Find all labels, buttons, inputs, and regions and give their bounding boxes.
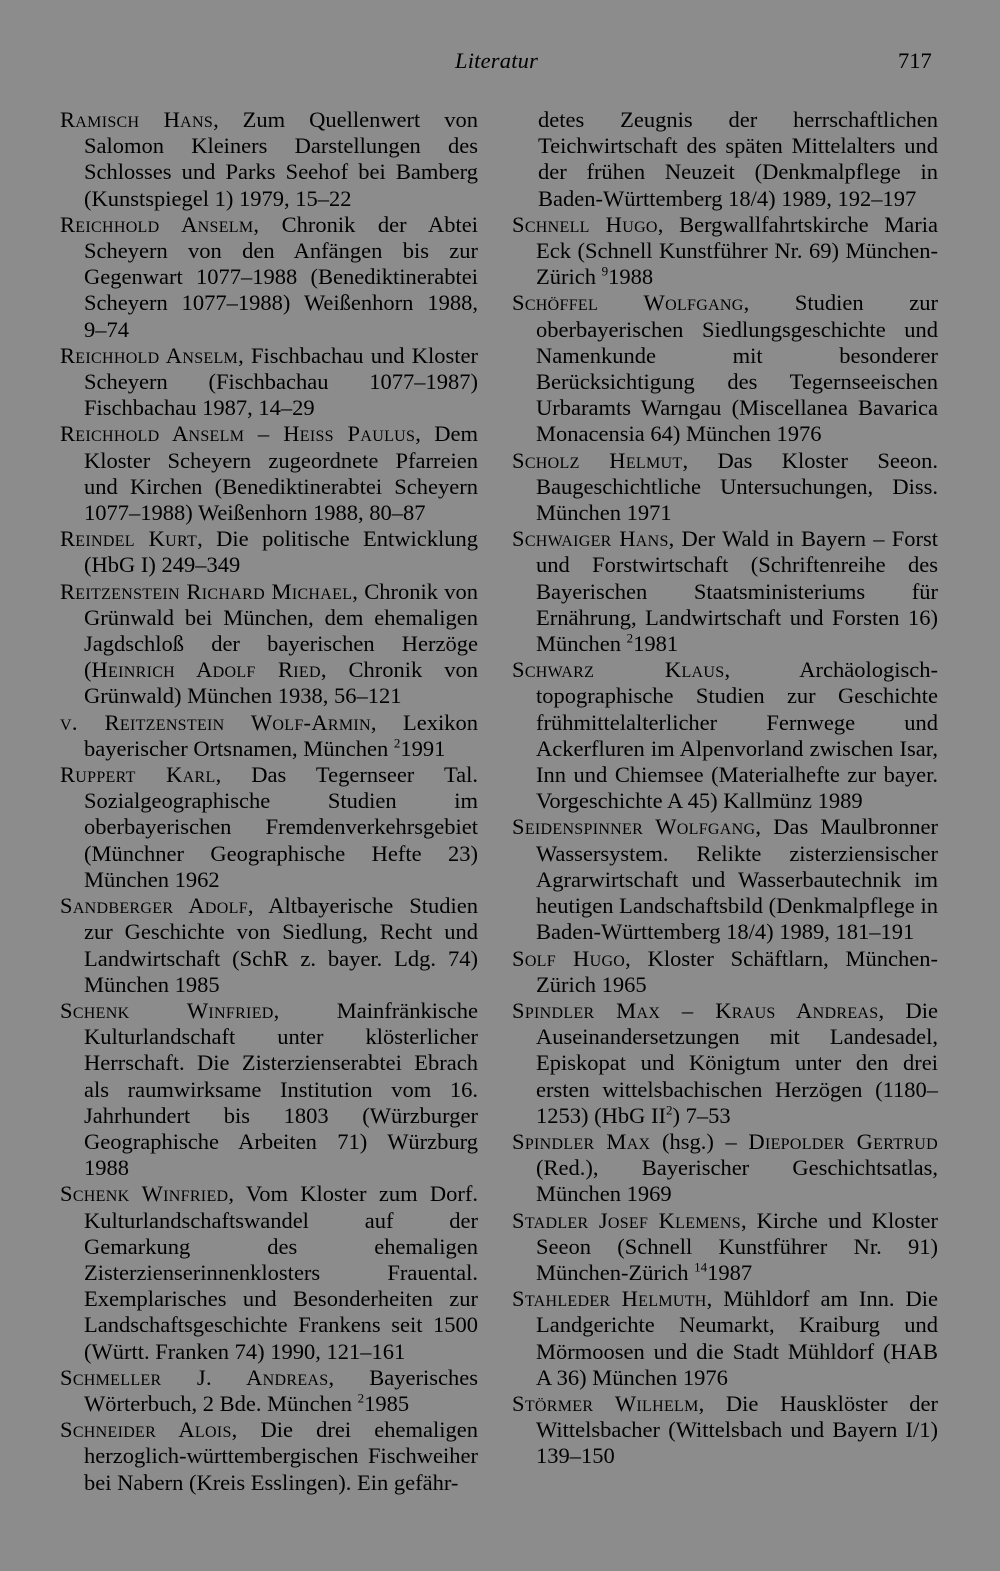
entry-author: Reichhold Anselm (60, 211, 254, 237)
entry-author: Schenk Winfried (60, 1181, 229, 1207)
entry-author: Solf Hugo (512, 945, 626, 971)
entry-text: , Das Kloster Seeon. Baugeschichtliche Untersuchungen, Diss. München 1971 (536, 447, 938, 526)
bibliography-entry (60, 893, 478, 998)
bibliography-entry (60, 998, 478, 1181)
entry-text: , Lexikon bayerischer Ortsnamen, München (84, 709, 479, 761)
entry-author: Reichhold Anselm – Heiss Paulus (60, 421, 416, 447)
entry-text: , Dem Kloster Scheyern zugeordnete Pfarreien und Kirchen (Benediktinerabtei Scheyern 1077–1988) Weißenhorn 1988, 80–87 (84, 421, 478, 526)
bibliography-entry (512, 1391, 938, 1470)
edition-superscript: 2 (665, 1102, 673, 1118)
bibliography-entry (512, 998, 938, 1129)
entry-text: (Red.), Bayerischer Geschichtsatlas, München 1969 (536, 1155, 938, 1207)
entry-author: v. Reitzenstein Wolf-Armin (60, 709, 371, 735)
entry-text: , Die drei ehemaligen herzoglich-württembergischen Fischweiher bei Nabern (Kreis Esslingen). Ein gefähr- (84, 1417, 478, 1495)
bibliography-entry (60, 107, 478, 212)
bibliography-entry (512, 526, 938, 657)
entry-author: Sandberger Adolf (60, 893, 248, 919)
entry-text: , Altbayerische Studien zur Geschichte von Siedlung, Recht und Landwirtschaft (SchR z. bayer. Ldg. 74) München 1985 (84, 893, 478, 997)
bibliography-column-left (60, 107, 478, 1496)
entry-author: Reitzenstein Richard Michael (60, 578, 353, 604)
bibliography-entry (512, 1286, 938, 1391)
running-header-title: Literatur (455, 48, 539, 73)
entry-author: Schneider Alois (60, 1417, 232, 1443)
entry-author: Schmeller J. Andreas (60, 1364, 329, 1390)
bibliography-entry (60, 212, 478, 343)
page-number: 717 (898, 48, 932, 73)
entry-author: Schnell Hugo (512, 211, 658, 237)
bibliography-entry (512, 107, 938, 212)
entry-text: , Kloster Schäftlarn, München-Zürich 1965 (536, 945, 939, 997)
entry-text: , Chronik von Grünwald) München 1938, 56–121 (84, 657, 478, 709)
entry-author: Stahleder Helmuth (512, 1286, 707, 1312)
edition-superscript: 2 (626, 630, 634, 646)
entry-text: , Die politische Entwicklung (HbG I) 249–349 (84, 526, 478, 578)
bibliography-entry (512, 1208, 938, 1287)
entry-text: , Chronik von Grünwald bei München, dem ehemaligen Jagdschloß der bayerischen Herzöge ( (84, 578, 478, 683)
bibliography-entry (512, 290, 938, 447)
entry-text: ) 7–53 (672, 1102, 731, 1128)
entry-text: , Bayerisches Wörterbuch, 2 Bde. München (84, 1364, 478, 1416)
entry-author: Ruppert Karl (60, 762, 216, 788)
entry-author: Schenk Winfried (60, 997, 274, 1023)
entry-text: 1988 (608, 264, 654, 290)
entry-text: , Mühldorf am Inn. Die Landgerichte Neumarkt, Kraiburg und Mörmoosen und die Stadt Mühldorf (HAB A 36) München 1976 (536, 1286, 938, 1390)
entry-text: (hsg.) – (650, 1128, 749, 1154)
bibliography-entry (512, 946, 938, 998)
edition-superscript: 2 (357, 1390, 365, 1406)
bibliography-entry (512, 814, 938, 945)
entry-author: Schöffel Wolfgang (512, 290, 744, 316)
entry-author: Reindel Kurt (60, 526, 198, 552)
bibliography-entry (60, 526, 478, 578)
entry-text: , Die Auseinandersetzungen mit Landesadel, Episkopat und Königtum unter den drei ersten wittelsbachischen Herzögen (1180–1253) (HbG II (536, 997, 938, 1128)
bibliography-entry (60, 579, 478, 710)
entry-text: , Die Hausklöster der Wittelsbacher (Wittelsbach und Bayern I/1) 139–150 (536, 1390, 938, 1469)
entry-author: Spindler Max – Kraus Andreas (512, 997, 879, 1023)
entry-author: Schwarz Klaus (512, 657, 725, 683)
entry-author: Ramisch Hans (60, 107, 214, 132)
bibliography-entry (60, 1365, 478, 1417)
bibliography-entry (512, 448, 938, 527)
entry-author: Störmer Wilhelm (512, 1390, 699, 1416)
entry-text: 1981 (633, 631, 679, 657)
entry-text: , Mainfränkische Kulturlandschaft unter klösterlicher Herrschaft. Die Zisterzienserabtei Ebrach als raumwirksame Institution vom 16. Jahrhundert bis 1803 (Würzburger Geographische Arbeiten 71) Würzburg 1988 (84, 997, 479, 1181)
bibliography-entry (512, 212, 938, 291)
bibliography-entry (60, 421, 478, 526)
entry-text: , Bergwallfahrtskirche Maria Eck (Schnell Kunstführer Nr. 69) München-Zürich (536, 211, 938, 290)
entry-text: , Das Maulbronner Wassersystem. Relikte zisterziensischer Agrarwirtschaft und Wasserbautechnik im heutigen Landschaftsbild (Denkmalpflege in Baden-Württemberg 18/4) 1989, 181–191 (536, 814, 938, 945)
entry-author: Scholz Helmut (512, 447, 683, 473)
entry-text: , Kirche und Kloster Seeon (Schnell Kunstführer Nr. 91) München-Zürich (536, 1207, 939, 1285)
entry-text: , Vom Kloster zum Dorf. Kulturlandschaftswandel auf der Gemarkung des ehemaligen Zisterzienserinnenklosters Frauental. Exemplarisches und Besonderheiten zur Landschaftsgeschichte Frankens seit 1500 (Württ. Franken 74) 1990, 121–161 (84, 1181, 479, 1364)
bibliography-entry (60, 710, 478, 762)
entry-author: Reichhold Anselm (60, 342, 239, 368)
bibliography-entry (60, 762, 478, 893)
bibliography-entry (60, 343, 478, 422)
edition-superscript: 2 (393, 735, 401, 751)
entry-author: Seidenspinner Wolfgang (512, 814, 756, 840)
entry-author: Spindler Max (512, 1128, 651, 1154)
edition-superscript: 9 (601, 263, 609, 279)
entry-text: detes Zeugnis der herrschaftlichen Teichwirtschaft des späten Mittelalters und der frühen Neuzeit (Denkmalpflege in Baden-Württemberg 18/4) 1989, 192–197 (538, 107, 938, 211)
entry-text: 1987 (707, 1259, 753, 1285)
bibliography-entry (512, 1129, 938, 1208)
bibliography-entry (512, 657, 938, 814)
bibliography-column-right (512, 107, 938, 1470)
entry-text: , Fischbachau und Kloster Scheyern (Fischbachau 1077–1987) Fischbachau 1987, 14–29 (84, 342, 478, 421)
entry-text: 1985 (364, 1390, 410, 1416)
edition-superscript: 14 (694, 1259, 708, 1275)
entry-author: Diepolder Gertrud (748, 1128, 938, 1154)
entry-text: , Zum Quellenwert von Salomon Kleiners Darstellungen des Schlosses und Parks Seehof bei Bamberg (Kunstspiegel 1) 1979, 15–22 (84, 107, 478, 211)
entry-text: , Der Wald in Bayern – Forst und Forstwirtschaft (Schriftenreihe des Bayerischen Staatsministeriums für Ernährung, Landwirtschaft und Forsten 16) München (536, 526, 938, 657)
entry-text: , Das Tegernseer Tal. Sozialgeographische Studien im oberbayerischen Fremdenverkehrsgebiet (Münchner Geographische Hefte 23) München 1962 (84, 762, 479, 892)
entry-author: Schwaiger Hans (512, 526, 669, 552)
bibliography-entry (60, 1181, 478, 1364)
entry-text: , Studien zur oberbayerischen Siedlungsgeschichte und Namenkunde mit besonderer Berücksichtigung des Tegernseeischen Urbaramts Warngau (Miscellanea Bavarica Monacensia 64) München 1976 (536, 290, 938, 447)
entry-author: Stadler Josef Klemens (512, 1207, 741, 1233)
entry-text: , Chronik der Abtei Scheyern von den Anfängen bis zur Gegenwart 1077–1988 (Benediktinerabtei Scheyern 1077–1988) Weißenhorn 1988, 9–74 (84, 211, 478, 342)
entry-text: 1991 (400, 735, 446, 761)
entry-author: Heinrich Adolf Ried (91, 657, 321, 683)
entry-text: , Archäologisch-topographische Studien zur Geschichte frühmittelalterlicher Fernwege und Ackerfluren im Alpenvorland zwischen Isar, Inn und Chiemsee (Materialhefte zur bayer. Vorgeschichte A 45) Kallmünz 1989 (536, 657, 938, 814)
bibliography-entry (60, 1417, 478, 1496)
